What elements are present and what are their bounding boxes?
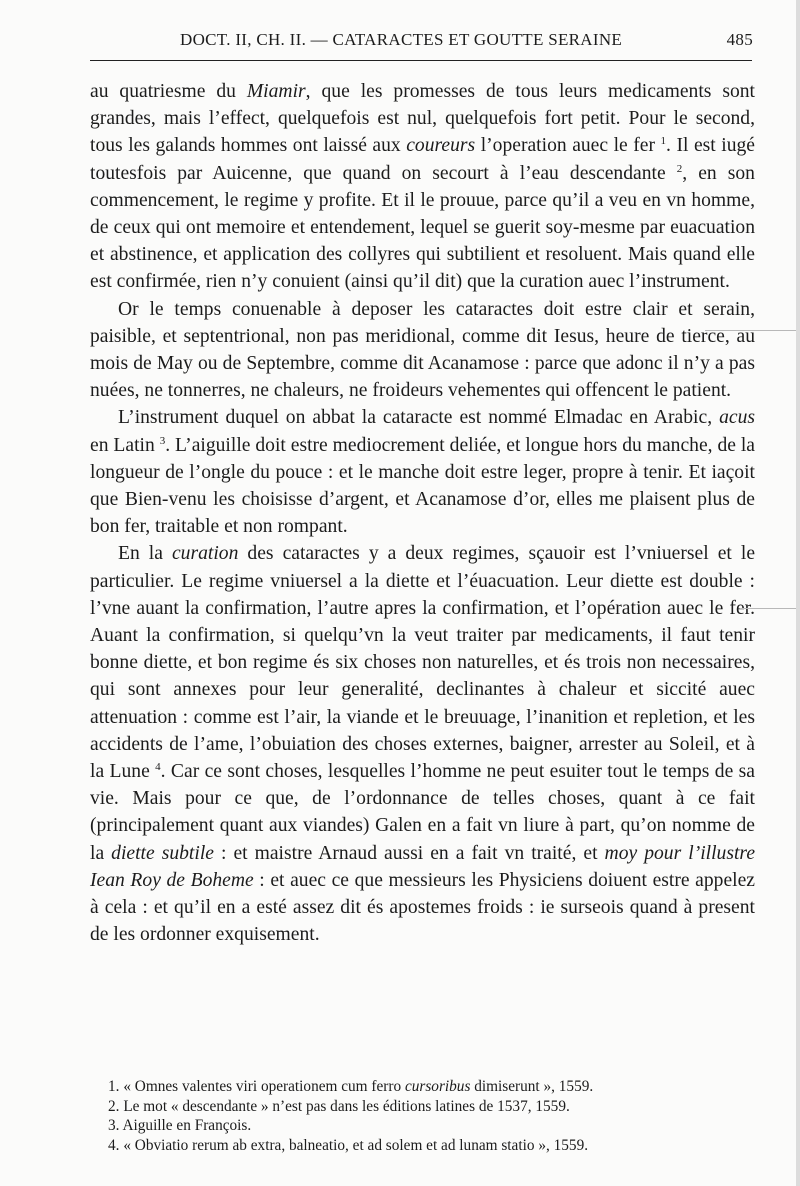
footnote-marker: 4 xyxy=(155,761,161,774)
footnote-number: 2. xyxy=(108,1097,120,1115)
text-run: « Obviatio rerum ab extra, balneatio, et ad solem et ad lunam statio », 1559. xyxy=(123,1136,589,1154)
footnote xyxy=(108,1077,755,1097)
italic-text: moy pour l’illustre Iean Roy de Boheme xyxy=(90,842,756,891)
main-text xyxy=(90,78,755,949)
text-run: l’operation auec le fer xyxy=(475,135,661,157)
text-run: en Latin xyxy=(90,434,160,456)
page-edge-shadow xyxy=(796,0,800,1186)
footnote xyxy=(108,1116,755,1136)
paragraph xyxy=(90,78,755,296)
text-run: Aiguille en François. xyxy=(122,1117,252,1135)
running-head-title: DOCT. II, CH. II. — CATARACTES ET GOUTTE SERAINE xyxy=(180,30,623,49)
text-run: : et maistre Arnaud aussi en a fait vn traité, et xyxy=(213,842,605,864)
italic-text: cursoribus xyxy=(404,1078,471,1095)
text-run: « Omnes valentes viri operationem cum ferro xyxy=(123,1078,405,1095)
paragraph xyxy=(90,296,755,405)
text-run: des cataractes y a deux regimes, sçauoir est l’vniuersel et le particulier. Le regime vniuersel a la diette et l’éuacuation. Leur diette est double : l’vne auant la confirmation, l’autre apres la confirmation, et l’opération auec le fer. Auant la confirmation, si quelqu’vn la veut traiter par medicaments, il faut tenir bonne diette, et bon regime és six choses non naturelles, et és trois non necessaires, qui sont annexes pour leur generalité, declinantes à chaleur et siccité auec attenuation : comme est l’air, la viande et le breuuage, l’inanition et repletion, et les accidents de l’ame, l’obuiation des choses externes, baigner, arrester au Soleil, et à la Lune xyxy=(90,543,756,783)
italic-text: diette subtile xyxy=(111,842,214,864)
footnote-marker: 1 xyxy=(660,135,667,148)
bleed-line xyxy=(740,608,800,609)
text-run: au quatriesme du xyxy=(90,81,247,102)
header-rule xyxy=(90,60,752,61)
italic-text: Miamir xyxy=(246,81,306,102)
footnote xyxy=(108,1136,755,1156)
running-head xyxy=(90,30,755,56)
text-run: . Il est iugé toutesfois par Auicenne, que quand on secourt à l’eau descendante xyxy=(90,135,755,184)
footnote-number: 4. xyxy=(108,1136,120,1154)
text-run: , en son commencement, le regime y profite. Et il le prouue, parce qu’il a veu en vn homme, de ceux qui ont memoire et entendement, lequel se guerit soy-mesme par euacuation et abstinence, et application des collyres qui subtilient et resoluent. Mais quand elle est confirmée, rien n’y conuient (ainsi qu’il dit) que la curation auec l’instrument. xyxy=(90,162,755,293)
footnote-marker: 3 xyxy=(159,434,166,447)
italic-text: acus xyxy=(719,407,755,429)
footnote-number: 3. xyxy=(108,1117,120,1135)
paragraph xyxy=(90,404,755,540)
footnotes xyxy=(108,1077,755,1155)
bleed-line xyxy=(705,330,800,331)
text-run: L’instrument duquel on abbat la cataracte est nommé Elmadac en Arabic, xyxy=(118,407,720,429)
footnote xyxy=(108,1097,755,1117)
text-run: : et auec ce que messieurs les Physiciens doiuent estre appelez à cela : et qu’il en a esté assez dit és apostemes froids : ie surseois quand à present de les ordonner exquisement. xyxy=(90,869,755,946)
italic-text: curation xyxy=(171,543,239,565)
footnote-marker: 2 xyxy=(676,162,683,175)
page-number: 485 xyxy=(726,30,753,49)
footnote-number: 1. xyxy=(108,1078,120,1095)
text-run: Le mot « descendante » n’est pas dans les éditions latines de 1537, 1559. xyxy=(123,1097,570,1115)
text-run: . L’aiguille doit estre mediocrement deliée, et longue hors du manche, de la longueur de l’ongle du pouce : et le manche doit estre leger, propre à tenir. Et iaçoit que Bien-venu les choisisse d’argent, et Acanamose d’or, elles me plaisent plus de bon fer, traitable et non rompant. xyxy=(90,434,755,538)
paragraph xyxy=(90,540,755,948)
text-run: dimiserunt », 1559. xyxy=(470,1078,594,1095)
text-run: En la xyxy=(118,543,172,565)
text-run: . Car ce sont choses, lesquelles l’homme ne peut esuiter tout le temps de sa vie. Mais pour ce que, de l’ordonnance de telles choses, quant à ce fait (principalement quant aux viandes) Galen en a fait vn liure à part, qu’on nomme de la xyxy=(90,761,755,864)
text-run: Or le temps conuenable à deposer les cataractes doit estre clair et serain, paisible, et septentrional, non pas meridional, comme dit Iesus, heure de tierce, au mois de May ou de Septembre, comme dit Acanamose : parce que adonc il n’y a pas nuées, ne tonnerres, ne chaleurs, ne froideurs vehementes qui offencent le patient. xyxy=(90,298,755,402)
italic-text: coureurs xyxy=(406,135,476,157)
text-run: , que les promesses de tous leurs medicaments sont grandes, mais l’effect, quelquefois est nul, quelquefois fort petit. Pour le second, tous les galands hommes ont laissé aux xyxy=(90,81,755,157)
